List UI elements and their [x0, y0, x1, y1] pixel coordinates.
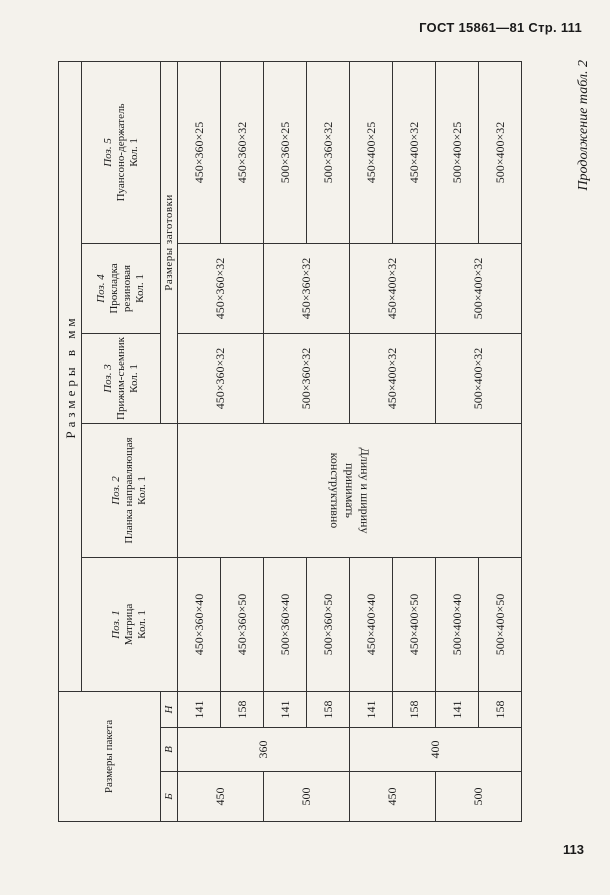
- pos3-header: Поз. 3 Прижим-съемник Кол. 1: [82, 333, 161, 423]
- cell-p1: 450×360×50: [221, 557, 264, 691]
- cell-p4: 500×400×32: [436, 243, 522, 333]
- cell-bb: 400: [350, 728, 522, 772]
- pos5-header: Поз. 5 Пуансоно-держатель Кол. 1: [82, 61, 161, 243]
- cell-p1: 500×360×50: [307, 557, 350, 691]
- cell-p5: 450×400×32: [393, 61, 436, 243]
- cell-b: 450: [178, 772, 264, 822]
- cell-p4: 450×400×32: [350, 243, 436, 333]
- dimensions-table: [58, 61, 522, 822]
- cell-p1: 450×400×40: [350, 557, 393, 691]
- cell-p2-note: Длину и ширину принимать конструктивно: [178, 423, 522, 557]
- cell-p5: 500×360×32: [307, 61, 350, 243]
- pos2-header: Поз. 2 Планка направляющая Кол. 1: [82, 423, 178, 557]
- cell-p5: 500×360×25: [264, 61, 307, 243]
- col-bb-header: B: [161, 728, 178, 772]
- cell-h: 141: [436, 691, 479, 727]
- table-row: [178, 61, 221, 821]
- col-b-header: Б: [161, 772, 178, 822]
- page-header: ГОСТ 15861—81 Стр. 111: [419, 20, 582, 35]
- cell-p3: 500×400×32: [436, 333, 522, 423]
- cell-h: 158: [479, 691, 522, 727]
- cell-p1: 500×360×40: [264, 557, 307, 691]
- cell-h: 158: [221, 691, 264, 727]
- cell-h: 141: [178, 691, 221, 727]
- col-h-header: H: [161, 691, 178, 727]
- cell-bb: 360: [178, 728, 350, 772]
- cell-p5: 450×400×25: [350, 61, 393, 243]
- cell-p1: 500×400×50: [479, 557, 522, 691]
- cell-b: 500: [436, 772, 522, 822]
- cell-h: 158: [393, 691, 436, 727]
- rotated-table-wrapper: [58, 62, 603, 822]
- cell-p4: 450×360×32: [264, 243, 350, 333]
- cell-p5: 450×360×25: [178, 61, 221, 243]
- cell-p5: 500×400×25: [436, 61, 479, 243]
- blank-sizes-header: Размеры заготовки: [161, 61, 178, 423]
- cell-p5: 500×400×32: [479, 61, 522, 243]
- cell-h: 141: [264, 691, 307, 727]
- cell-h: 158: [307, 691, 350, 727]
- cell-p1: 500×400×40: [436, 557, 479, 691]
- cell-p1: 450×360×40: [178, 557, 221, 691]
- pos1-header: Поз. 1 Матрица Кол. 1: [82, 557, 178, 691]
- table-continuation-title: Продолжение табл. 2: [576, 60, 591, 191]
- cell-h: 141: [350, 691, 393, 727]
- cell-p1: 450×400×50: [393, 557, 436, 691]
- packet-sizes-header: Размеры пакета: [59, 691, 161, 821]
- cell-p3: 500×360×32: [264, 333, 350, 423]
- cell-p4: 450×360×32: [178, 243, 264, 333]
- cell-p3: 450×400×32: [350, 333, 436, 423]
- sizes-header: Размеры в мм: [59, 61, 82, 691]
- pos4-header: Поз. 4 Прокладка резиновая Кол. 1: [82, 243, 161, 333]
- cell-b: 450: [350, 772, 436, 822]
- page-number: 113: [563, 842, 584, 857]
- cell-p3: 450×360×32: [178, 333, 264, 423]
- cell-b: 500: [264, 772, 350, 822]
- cell-p5: 450×360×32: [221, 61, 264, 243]
